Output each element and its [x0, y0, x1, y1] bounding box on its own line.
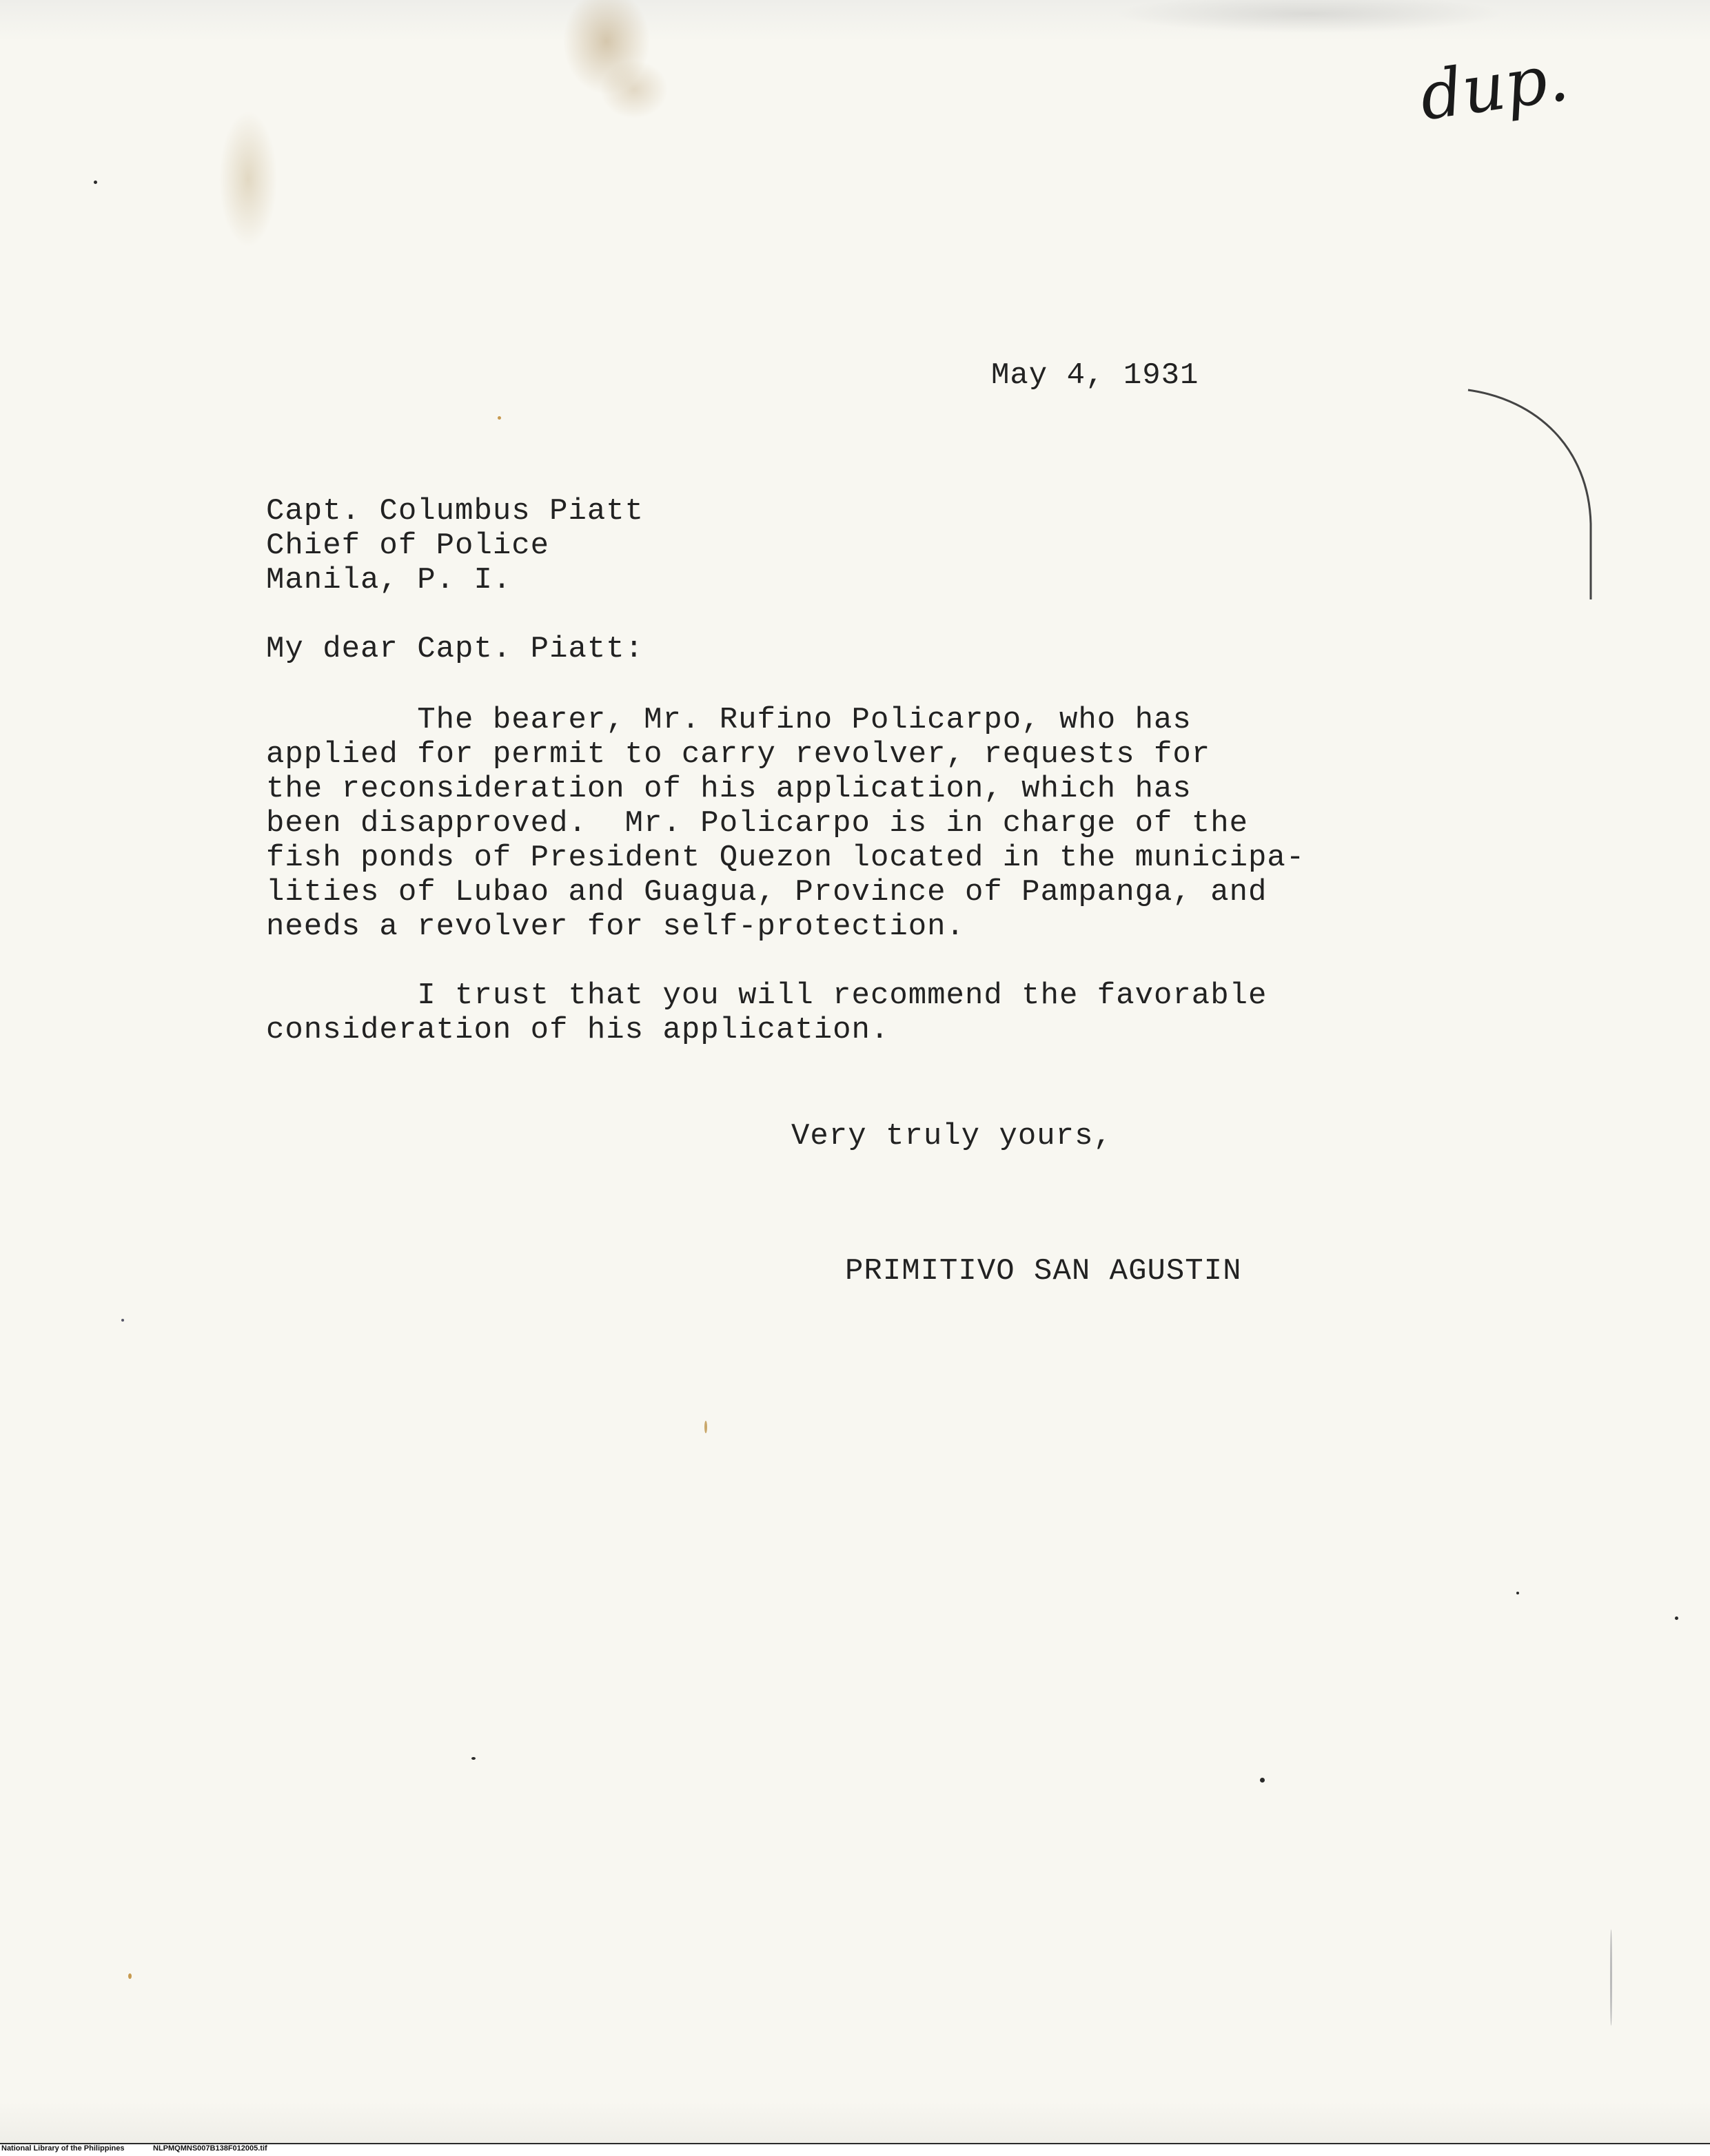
paper-speck [498, 416, 501, 420]
file-identifier: NLPMQMNS007B138F012005.tif [153, 2144, 267, 2153]
paragraph-line: fish ponds of President Quezon located in the municipa- [266, 841, 1305, 875]
paragraph-line: The bearer, Mr. Rufino Policarpo, who has [266, 703, 1192, 737]
signature-name: PRIMITIVO SAN AGUSTIN [845, 1254, 1242, 1289]
recipient-name: Capt. Columbus Piatt [266, 494, 644, 528]
handwritten-note: dup. [1415, 38, 1573, 136]
recipient-title: Chief of Police [266, 528, 550, 563]
paragraph-line: been disapproved. Mr. Policarpo is in charge of the [266, 806, 1249, 841]
library-credit: National Library of the Philippines [1, 2144, 125, 2153]
letter-date: May 4, 1931 [991, 358, 1199, 393]
paragraph-line: applied for permit to carry revolver, requests for [266, 737, 1211, 772]
salutation: My dear Capt. Piatt: [266, 632, 644, 666]
paper-speck [94, 181, 97, 184]
paper-speck [1260, 1778, 1265, 1783]
closing: Very truly yours, [791, 1119, 1112, 1153]
paper-speck [1610, 1929, 1612, 2026]
paper-speck [121, 1319, 124, 1322]
paper-speck [1516, 1592, 1519, 1594]
recipient-address: Manila, P. I. [266, 563, 512, 597]
paper-speck [128, 1973, 132, 1979]
paper-speck [471, 1757, 476, 1760]
paragraph-line: needs a revolver for self-protection. [266, 910, 965, 944]
paper-speck [1675, 1616, 1678, 1620]
paragraph-line: consideration of his application. [266, 1013, 890, 1047]
paragraph-line: lities of Lubao and Guagua, Province of Pampanga, and [266, 875, 1268, 910]
paragraph-line: the reconsideration of his application, which has [266, 772, 1192, 806]
paper-speck [704, 1421, 707, 1433]
paragraph-line: I trust that you will recommend the favorable [266, 978, 1268, 1013]
pencil-mark [1461, 386, 1599, 606]
